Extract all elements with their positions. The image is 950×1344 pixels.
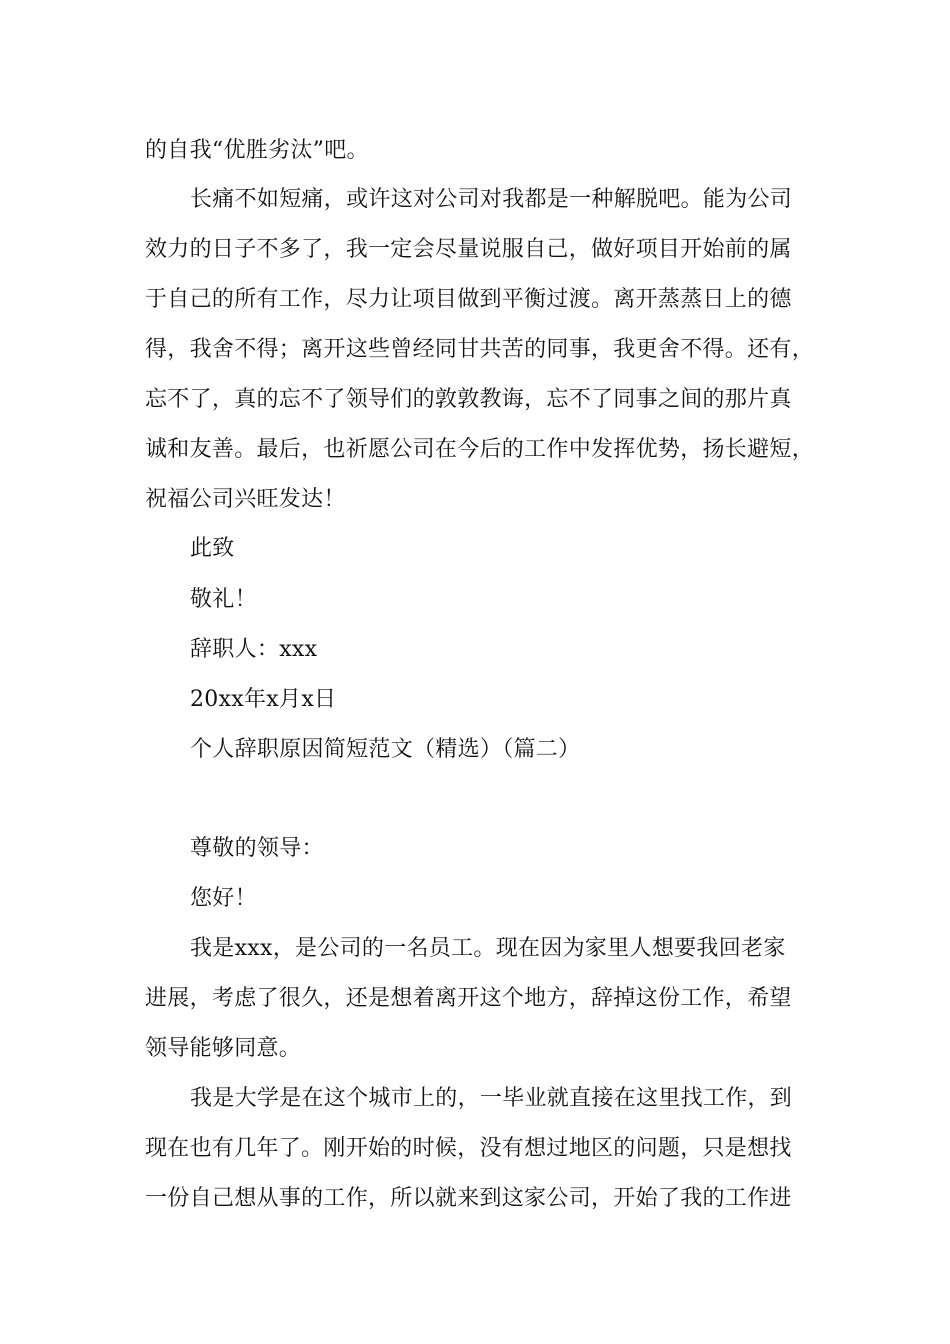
paragraph-start-line: 我是大学是在这个城市上的，一毕业就直接在这里找工作，到 xyxy=(190,1086,793,1111)
body-line: 忘不了，真的忘不了领导们的敦敦教诲，忘不了同事之间的那片真 xyxy=(145,387,792,412)
greeting-line: 尊敬的领导： xyxy=(190,836,324,861)
body-line: 效力的日子不多了，我一定会尽量说服自己，做好项目开始前的属 xyxy=(145,237,792,262)
closing-regards: 敬礼！ xyxy=(190,587,257,612)
paragraph-start-line: 我是xxx，是公司的一名员工。现在因为家里人想要我回老家 xyxy=(190,936,786,961)
body-line: 领导能够同意。 xyxy=(145,1036,302,1061)
body-line: 的自我“优胜劣汰”吧。 xyxy=(145,138,369,163)
body-line: 现在也有几年了。刚开始的时候，没有想过地区的问题，只是想找 xyxy=(145,1136,792,1161)
body-line: 于自己的所有工作，尽力让项目做到平衡过渡。离开蒸蒸日上的德 xyxy=(145,287,792,312)
paragraph-start-line: 长痛不如短痛，或许这对公司对我都是一种解脱吧。能为公司 xyxy=(190,187,793,212)
signature-line: 辞职人：xxx xyxy=(190,637,318,662)
body-line: 得，我舍不得；离开这些曾经同甘共苦的同事，我更舍不得。还有， xyxy=(145,337,815,362)
section-heading: 个人辞职原因简短范文（精选）（篇二） xyxy=(190,737,581,762)
body-line: 进展，考虑了很久，还是想着离开这个地方，辞掉这份工作，希望 xyxy=(145,986,792,1011)
body-line: 一份自己想从事的工作，所以就来到这家公司，开始了我的工作进 xyxy=(145,1186,792,1211)
greeting-line: 您好！ xyxy=(190,886,257,911)
body-line: 诚和友善。最后，也祈愿公司在今后的工作中发挥优势，扬长避短， xyxy=(145,437,815,462)
closing-salutation: 此致 xyxy=(190,536,235,561)
body-line: 祝福公司兴旺发达！ xyxy=(145,487,346,512)
date-line: 20xx年x月x日 xyxy=(190,687,337,712)
